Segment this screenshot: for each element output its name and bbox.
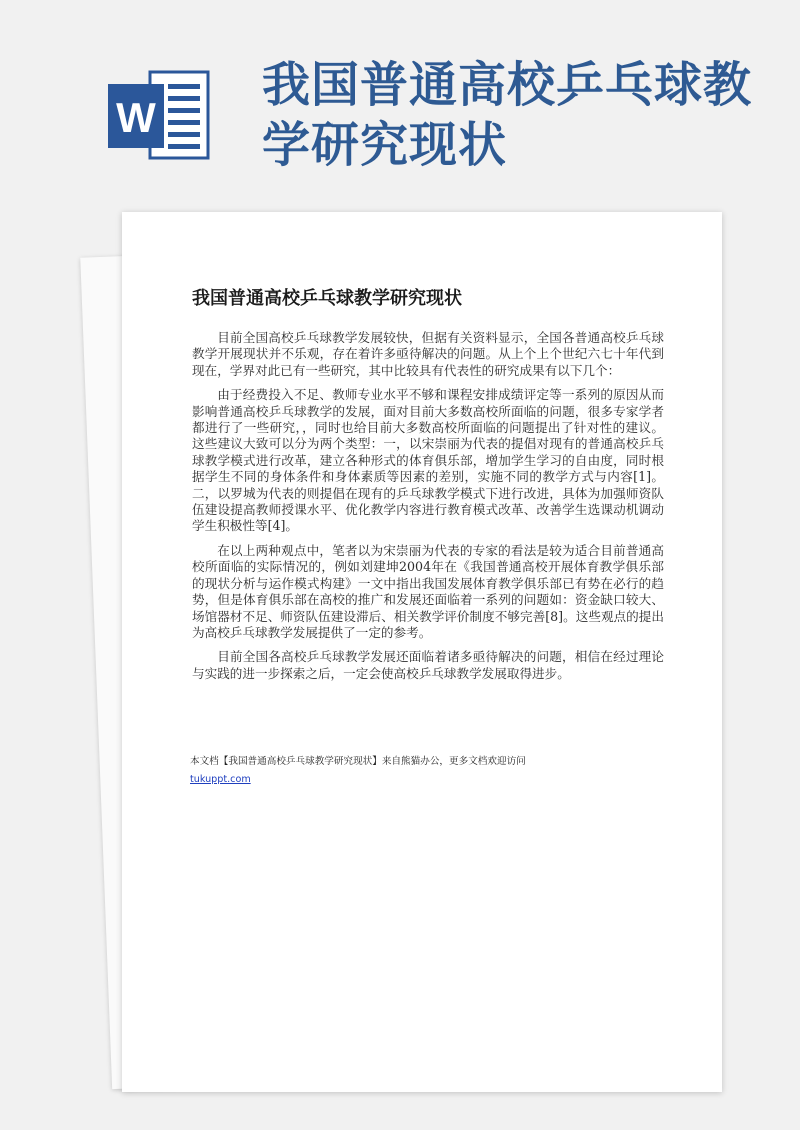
paragraph-1: 目前全国高校乒乓球教学发展较快，但据有关资料显示，全国各普通高校乒乓球教学开展现状并不乐观，存在着许多亟待解决的问题。从上个上个世纪六七十年代到现在，学界对此已有一些研究，其中比较具有代表性的研究成果有以下几个： <box>192 330 664 378</box>
document-body <box>192 330 664 690</box>
document-page <box>122 212 722 1092</box>
page-title-line-2: 学研究现状 <box>262 117 508 173</box>
footer-link[interactable]: tukuppt.com <box>190 774 251 785</box>
footer-note: 本文档【我国普通高校乒乓球教学研究现状】来自熊猫办公，更多文档欢迎访问 <box>190 756 526 767</box>
paragraph-2: 由于经费投入不足、教师专业水平不够和课程安排成绩评定等一系列的原因从而影响普通高校乒乓球教学的发展，面对目前大多数高校所面临的问题，很多专家学者都进行了一些研究，，同时也给目前大多数高校所面临的问题提出了针对性的建议。这些建议大致可以分为两个类型：一，以宋崇丽为代表的提倡对现有的普通高校乒乓球教学模式进行改革，建立各种形式的体育俱乐部，增加学生学习的自由度，同时根据学生不同的身体条件和身体素质等因素的差别，实施不同的教学方式与内容[1]。二，以罗城为代表的则提倡在现有的乒乓球教学模式下进行改进，具体为加强师资队伍建设提高教师授课水平、优化教学内容进行教育模式改革、改善学生选课动机调动学生积极性等[4]。 <box>192 387 664 534</box>
document-footer <box>190 753 670 786</box>
header <box>0 0 800 200</box>
page-title <box>262 55 782 175</box>
word-document-icon <box>106 70 214 160</box>
svg-text:W: W <box>116 94 156 141</box>
paragraph-3: 在以上两种观点中，笔者以为宋崇丽为代表的专家的看法是较为适合目前普通高校所面临的实际情况的，例如刘建坤2004年在《我国普通高校开展体育教学俱乐部的现状分析与运作模式构建》一文中指出我国发展体育教学俱乐部已有势在必行的趋势，但是体育俱乐部在高校的推广和发展还面临着一系列的问题如：资金缺口较大、场馆器材不足、师资队伍建设滞后、相关教学评价制度不够完善[8]。这些观点的提出为高校乒乓球教学发展提供了一定的参考。 <box>192 542 664 640</box>
document-title: 我国普通高校乒乓球教学研究现状 <box>192 288 462 309</box>
page-title-line-1: 我国普通高校乒乓球教 <box>262 57 753 113</box>
paragraph-4: 目前全国各高校乒乓球教学发展还面临着诸多亟待解决的问题，相信在经过理论与实践的进一步探索之后，一定会使高校乒乓球教学发展取得进步。 <box>192 649 664 681</box>
